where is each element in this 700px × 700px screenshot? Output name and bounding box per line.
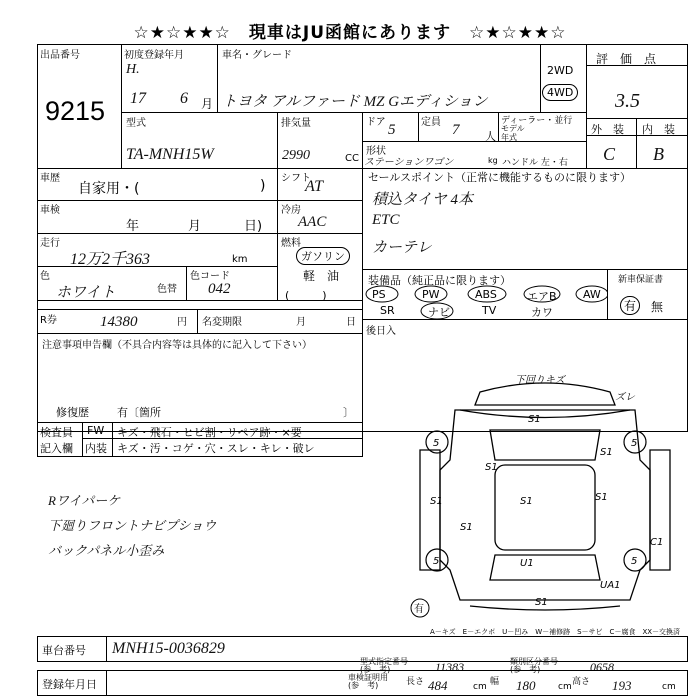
history-close: ) xyxy=(260,178,266,194)
windshield xyxy=(490,430,600,460)
inspector-row2: キズ・汚・コゲ・穴・スレ・キレ・破レ xyxy=(117,442,315,455)
repair-label: 修復歴 xyxy=(56,406,89,419)
tire-rr-label: 5 xyxy=(631,556,638,567)
displacement-value: 2990 xyxy=(282,148,310,163)
height-value: 193 xyxy=(612,678,632,693)
first-reg-month: 6 xyxy=(180,90,188,107)
car-name-value: トヨタ アルファード MZ Gエディション xyxy=(222,94,488,110)
car-name-label: 車名・グレード xyxy=(222,50,292,61)
recycle-value: 14380 xyxy=(100,314,138,330)
repair-value: 有〔箇所 xyxy=(117,406,161,419)
later-input-label: 後日入 xyxy=(366,326,396,337)
sales-point-2: ETC xyxy=(372,212,400,228)
handle-label: ハンドル 左・右 xyxy=(502,158,568,168)
history-label: 車歴 xyxy=(40,173,60,184)
inspector-interior: 内装 xyxy=(85,442,107,455)
remark-3: バックパネル小歪み xyxy=(48,543,165,558)
equip-tv: TV xyxy=(482,304,497,317)
width-unit: cm xyxy=(558,682,572,692)
first-reg-year: 17 xyxy=(130,90,146,107)
note-underbody: 下回りキズ xyxy=(515,375,565,386)
model-value: TA-MNH15W xyxy=(126,146,214,163)
color-code-label: 色コード xyxy=(190,271,230,282)
car-body-outline xyxy=(440,410,650,600)
note-s1-d: S1 xyxy=(595,492,608,503)
mileage-unit: km xyxy=(232,254,248,265)
inspection-day: 日) xyxy=(244,219,263,234)
name-change-day: 日 xyxy=(346,317,356,328)
remark-2: 下廻りフロントナビプショウ xyxy=(48,518,217,533)
recycle-label: R券 xyxy=(40,315,57,326)
mileage-label: 走行 xyxy=(40,238,60,249)
chassis-value: MNH15-0036829 xyxy=(112,640,225,657)
score-value: 3.5 xyxy=(615,90,640,112)
height-unit: cm xyxy=(662,682,676,692)
tire-fl-label: 5 xyxy=(433,438,440,449)
banner-text: ☆★☆★★☆ 現車はJU函館にあります ☆★☆★★☆ xyxy=(133,23,567,43)
lot-label: 出品番号 xyxy=(40,50,80,61)
equip-aw: AW xyxy=(583,288,601,301)
right-side xyxy=(650,450,670,570)
color-code: 042 xyxy=(208,281,231,297)
note-c1: C1 xyxy=(650,537,664,548)
interior-label: 内 装 xyxy=(642,123,675,136)
length-label: 長さ xyxy=(406,677,425,687)
circle-pw xyxy=(415,286,447,302)
equipment-circles xyxy=(362,269,608,320)
inspection-month: 月 xyxy=(188,219,202,234)
height-label: 高さ xyxy=(572,677,591,687)
color-value: ホワイト xyxy=(56,285,116,301)
dealer-label: ディーラー・並行 xyxy=(501,116,573,126)
capacity-label: 定員 xyxy=(421,117,441,128)
front-bumper xyxy=(460,410,630,418)
fuel-label: 燃料 xyxy=(281,238,301,249)
circle-aw xyxy=(576,286,608,302)
first-reg-month-unit: 月 xyxy=(201,97,214,111)
fuel-paren: ( ) xyxy=(285,289,327,302)
color-change-label: 色替 xyxy=(157,284,177,295)
shape-label: 形状 xyxy=(366,146,386,157)
warranty-label: 新車保証書 xyxy=(618,275,664,285)
inspector-fw: FW xyxy=(87,424,105,437)
tire-fr-label: 5 xyxy=(631,438,638,449)
note-zure: ズレ xyxy=(615,392,635,403)
inspection-cell xyxy=(37,200,278,234)
note-s1-b: S1 xyxy=(485,462,498,473)
roof-panel xyxy=(495,465,595,550)
name-change-label: 名変期限 xyxy=(202,317,242,328)
notes-label: 注意事項申告欄（不具合内容等は具体的に記入して下さい） xyxy=(42,340,312,351)
note-s1-g: S1 xyxy=(460,522,473,533)
circle-abs xyxy=(468,286,506,302)
equip-airbag: エアB xyxy=(527,290,557,303)
car-top-outline xyxy=(475,383,615,405)
sales-point-1: 積込タイヤ 4本 xyxy=(372,192,473,208)
length-value: 484 xyxy=(428,678,448,693)
rear-window xyxy=(490,555,600,580)
inspection-label: 車検 xyxy=(40,205,60,216)
category-label: 類別区分番号 (参 考) xyxy=(510,657,558,674)
cooling-label: 冷房 xyxy=(281,205,301,216)
capacity-unit: 人 xyxy=(485,130,496,143)
note-s1-f: S1 xyxy=(535,597,548,608)
remark-1: Rワイパーケ xyxy=(48,493,121,508)
doors-value: 5 xyxy=(388,122,396,138)
circle-airbag xyxy=(524,286,560,302)
damage-legend: A－キズ E－エクボ U－凹み W－補修跡 S－サビ C－腐食 XX－交換済 xyxy=(430,628,681,636)
shift-label: シフト xyxy=(281,173,311,184)
history-value: 自家用・( xyxy=(78,181,140,197)
inspector-label: 検査員 xyxy=(40,426,73,439)
registration-value-cell xyxy=(106,670,688,696)
cooling-value: AAC xyxy=(298,214,327,230)
drive-cell xyxy=(540,44,587,113)
note-s1-e: S1 xyxy=(430,496,443,507)
doors-label: ドア xyxy=(366,117,386,128)
category-value: 0658 xyxy=(590,660,614,674)
inspector-label-2: 記入欄 xyxy=(40,442,73,455)
shift-value: AT xyxy=(305,178,324,195)
equip-leather: カワ xyxy=(531,306,553,319)
cert-label: 車検証明用 (参 考) xyxy=(348,673,388,690)
first-reg-era: H. xyxy=(126,62,140,77)
displacement-unit: CC xyxy=(345,153,359,164)
fuel-gasoline: ガソリン xyxy=(296,247,350,265)
model-year-label: モデル 年式 xyxy=(501,124,525,142)
shape-value: ステーションワゴン xyxy=(364,157,454,168)
registration-label: 登録年月日 xyxy=(42,678,97,691)
equip-ps: PS xyxy=(372,288,386,301)
interior-score: B xyxy=(653,144,664,164)
equip-sr: SR xyxy=(380,304,395,317)
note-ua1: UA1 xyxy=(600,580,621,591)
circle-ps xyxy=(366,286,398,302)
car-damage-diagram xyxy=(400,370,690,620)
repair-close: 〕 xyxy=(343,406,354,419)
mileage-value: 12万2千363 xyxy=(70,251,151,268)
exterior-label: 外 装 xyxy=(591,123,624,136)
note-s1-a: S1 xyxy=(528,414,541,425)
warranty-no: 無 xyxy=(651,300,664,314)
equipment-label: 装備品（純正品に限ります） xyxy=(368,274,511,287)
tire-rl-label: 5 xyxy=(433,556,440,567)
spare-tire-label: 有 xyxy=(414,604,424,615)
lot-number: 9215 xyxy=(45,96,106,126)
recycle-unit: 円 xyxy=(177,317,187,328)
name-change-month: 月 xyxy=(296,317,306,328)
circle-navi xyxy=(421,303,453,319)
chassis-label: 車台番号 xyxy=(42,644,86,657)
note-u1: U1 xyxy=(520,558,534,569)
weight-unit: kg xyxy=(488,156,498,165)
score-label: 評 価 点 xyxy=(596,52,657,66)
designation-value: 11383 xyxy=(435,660,465,674)
exterior-score: C xyxy=(603,144,616,164)
length-unit: cm xyxy=(473,682,487,692)
history-cell xyxy=(37,168,278,201)
equip-pw: PW xyxy=(422,288,440,301)
width-label: 幅 xyxy=(490,677,500,687)
width-value: 180 xyxy=(516,678,536,693)
note-s1-h: S1 xyxy=(600,447,613,458)
drive-2wd: 2WD xyxy=(547,64,574,77)
model-label: 型式 xyxy=(126,118,146,129)
first-reg-label: 初度登録年月 xyxy=(124,50,184,61)
warranty-yes: 有 xyxy=(620,296,640,315)
inspector-row1: キズ・飛石・ヒビ割・リペア跡・×要 xyxy=(117,426,302,439)
equip-abs: ABS xyxy=(475,288,497,301)
equip-navi: ナビ xyxy=(428,306,450,319)
displacement-label: 排気量 xyxy=(281,118,311,129)
color-label: 色 xyxy=(40,271,50,282)
sales-point-3: カーテレ xyxy=(372,240,432,256)
sales-points-label: セールスポイント（正常に機能するものに限ります） xyxy=(368,171,632,184)
fuel-diesel: 軽 油 xyxy=(303,269,340,283)
inspection-year: 年 xyxy=(126,219,140,234)
note-s1-c: S1 xyxy=(520,496,533,507)
designation-label: 型式指定番号 (参 考) xyxy=(360,657,408,674)
drive-4wd: 4WD xyxy=(542,84,578,101)
capacity-value: 7 xyxy=(452,122,460,138)
